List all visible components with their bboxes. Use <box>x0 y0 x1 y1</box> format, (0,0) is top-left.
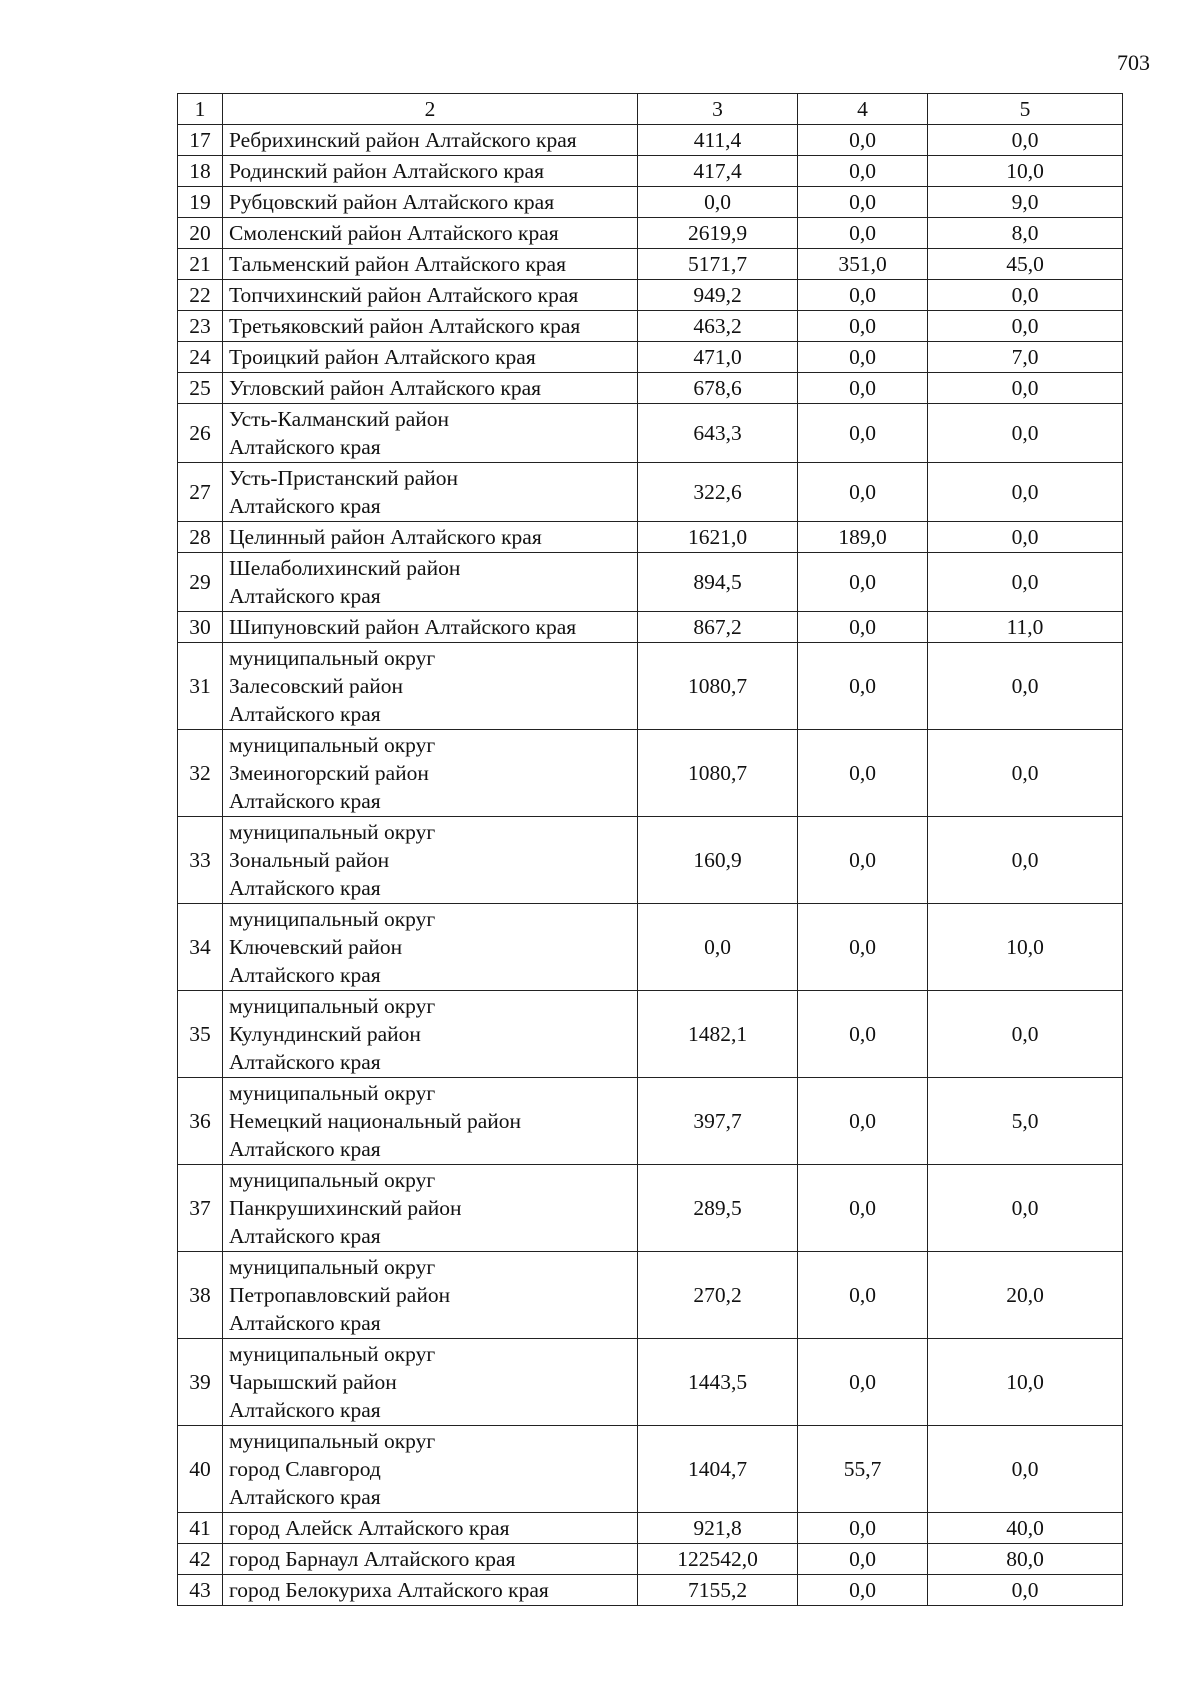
value-col-5: 0,0 <box>928 817 1123 904</box>
row-number: 36 <box>178 1078 223 1165</box>
row-number: 24 <box>178 342 223 373</box>
row-number: 34 <box>178 904 223 991</box>
district-name: Тальменский район Алтайского края <box>223 249 638 280</box>
value-col-5: 40,0 <box>928 1513 1123 1544</box>
district-name: Шелаболихинский район Алтайского края <box>223 553 638 612</box>
value-col-4: 0,0 <box>798 125 928 156</box>
value-col-3: 417,4 <box>638 156 798 187</box>
value-col-5: 0,0 <box>928 730 1123 817</box>
district-name: муниципальный округ Петропавловский район Алтайского края <box>223 1252 638 1339</box>
row-number: 37 <box>178 1165 223 1252</box>
value-col-5: 0,0 <box>928 1575 1123 1606</box>
value-col-4: 0,0 <box>798 643 928 730</box>
value-col-5: 0,0 <box>928 643 1123 730</box>
value-col-4: 0,0 <box>798 991 928 1078</box>
value-col-4: 0,0 <box>798 218 928 249</box>
district-name: Шипуновский район Алтайского края <box>223 612 638 643</box>
value-col-4: 0,0 <box>798 1513 928 1544</box>
value-col-3: 5171,7 <box>638 249 798 280</box>
value-col-4: 0,0 <box>798 1252 928 1339</box>
value-col-4: 0,0 <box>798 553 928 612</box>
table-row <box>178 1544 1123 1575</box>
value-col-5: 0,0 <box>928 522 1123 553</box>
value-col-3: 1482,1 <box>638 991 798 1078</box>
row-number: 41 <box>178 1513 223 1544</box>
data-table <box>177 93 1123 1606</box>
page-number: 703 <box>1117 50 1150 75</box>
value-col-4: 0,0 <box>798 280 928 311</box>
table-row <box>178 249 1123 280</box>
district-name: Родинский район Алтайского края <box>223 156 638 187</box>
row-number: 30 <box>178 612 223 643</box>
table-row <box>178 730 1123 817</box>
value-col-5: 8,0 <box>928 218 1123 249</box>
value-col-3: 678,6 <box>638 373 798 404</box>
value-col-5: 5,0 <box>928 1078 1123 1165</box>
value-col-3: 270,2 <box>638 1252 798 1339</box>
value-col-5: 10,0 <box>928 1339 1123 1426</box>
value-col-5: 0,0 <box>928 1165 1123 1252</box>
value-col-4: 0,0 <box>798 1544 928 1575</box>
value-col-4: 0,0 <box>798 1575 928 1606</box>
value-col-3: 1080,7 <box>638 730 798 817</box>
value-col-5: 0,0 <box>928 1426 1123 1513</box>
value-col-5: 0,0 <box>928 373 1123 404</box>
district-name: город Алейск Алтайского края <box>223 1513 638 1544</box>
table-row <box>178 1252 1123 1339</box>
value-col-4: 0,0 <box>798 311 928 342</box>
value-col-3: 0,0 <box>638 187 798 218</box>
value-col-4: 0,0 <box>798 730 928 817</box>
value-col-3: 1443,5 <box>638 1339 798 1426</box>
row-number: 28 <box>178 522 223 553</box>
value-col-4: 0,0 <box>798 817 928 904</box>
row-number: 18 <box>178 156 223 187</box>
value-col-3: 122542,0 <box>638 1544 798 1575</box>
district-name: муниципальный округ Залесовский район Алтайского края <box>223 643 638 730</box>
value-col-5: 0,0 <box>928 404 1123 463</box>
district-name: город Белокуриха Алтайского края <box>223 1575 638 1606</box>
row-number: 31 <box>178 643 223 730</box>
district-name: Целинный район Алтайского края <box>223 522 638 553</box>
row-number: 20 <box>178 218 223 249</box>
row-number: 39 <box>178 1339 223 1426</box>
district-name: город Барнаул Алтайского края <box>223 1544 638 1575</box>
value-col-5: 7,0 <box>928 342 1123 373</box>
table-body <box>178 125 1123 1606</box>
value-col-5: 20,0 <box>928 1252 1123 1339</box>
value-col-3: 867,2 <box>638 612 798 643</box>
table-row <box>178 1078 1123 1165</box>
row-number: 19 <box>178 187 223 218</box>
value-col-3: 2619,9 <box>638 218 798 249</box>
table-row <box>178 904 1123 991</box>
value-col-3: 0,0 <box>638 904 798 991</box>
district-name: муниципальный округ город Славгород Алтайского края <box>223 1426 638 1513</box>
district-name: муниципальный округ Панкрушихинский район Алтайского края <box>223 1165 638 1252</box>
value-col-4: 0,0 <box>798 1078 928 1165</box>
district-name: муниципальный округ Змеиногорский район Алтайского края <box>223 730 638 817</box>
table-row <box>178 991 1123 1078</box>
district-name: муниципальный округ Кулундинский район Алтайского края <box>223 991 638 1078</box>
value-col-5: 0,0 <box>928 125 1123 156</box>
value-col-3: 894,5 <box>638 553 798 612</box>
table-row <box>178 1575 1123 1606</box>
table-row <box>178 187 1123 218</box>
table-row <box>178 1513 1123 1544</box>
value-col-5: 11,0 <box>928 612 1123 643</box>
row-number: 42 <box>178 1544 223 1575</box>
row-number: 35 <box>178 991 223 1078</box>
table-row <box>178 125 1123 156</box>
value-col-3: 7155,2 <box>638 1575 798 1606</box>
value-col-3: 397,7 <box>638 1078 798 1165</box>
row-number: 38 <box>178 1252 223 1339</box>
row-number: 27 <box>178 463 223 522</box>
value-col-4: 0,0 <box>798 1165 928 1252</box>
value-col-4: 351,0 <box>798 249 928 280</box>
row-number: 21 <box>178 249 223 280</box>
district-name: Усть-Пристанский район Алтайского края <box>223 463 638 522</box>
value-col-4: 0,0 <box>798 1339 928 1426</box>
value-col-5: 0,0 <box>928 463 1123 522</box>
value-col-4: 0,0 <box>798 904 928 991</box>
district-name: муниципальный округ Чарышский район Алтайского края <box>223 1339 638 1426</box>
table-row <box>178 817 1123 904</box>
district-name: Рубцовский район Алтайского края <box>223 187 638 218</box>
table-row <box>178 522 1123 553</box>
district-name: муниципальный округ Ключевский район Алтайского края <box>223 904 638 991</box>
district-name: Ребрихинский район Алтайского края <box>223 125 638 156</box>
column-header-4: 4 <box>798 94 928 125</box>
value-col-5: 9,0 <box>928 187 1123 218</box>
value-col-4: 0,0 <box>798 463 928 522</box>
value-col-5: 10,0 <box>928 904 1123 991</box>
table-row <box>178 373 1123 404</box>
value-col-3: 1080,7 <box>638 643 798 730</box>
value-col-5: 0,0 <box>928 553 1123 612</box>
row-number: 17 <box>178 125 223 156</box>
row-number: 25 <box>178 373 223 404</box>
table-row <box>178 156 1123 187</box>
row-number: 32 <box>178 730 223 817</box>
table-row <box>178 1165 1123 1252</box>
value-col-4: 0,0 <box>798 156 928 187</box>
value-col-3: 160,9 <box>638 817 798 904</box>
table-row <box>178 1426 1123 1513</box>
table-header-row <box>178 94 1123 125</box>
value-col-3: 471,0 <box>638 342 798 373</box>
value-col-4: 0,0 <box>798 612 928 643</box>
table-row <box>178 463 1123 522</box>
row-number: 33 <box>178 817 223 904</box>
district-name: Топчихинский район Алтайского края <box>223 280 638 311</box>
value-col-4: 55,7 <box>798 1426 928 1513</box>
value-col-3: 1404,7 <box>638 1426 798 1513</box>
value-col-5: 0,0 <box>928 311 1123 342</box>
district-name: муниципальный округ Немецкий национальный район Алтайского края <box>223 1078 638 1165</box>
value-col-4: 189,0 <box>798 522 928 553</box>
value-col-5: 0,0 <box>928 280 1123 311</box>
table-row <box>178 342 1123 373</box>
table-row <box>178 311 1123 342</box>
row-number: 29 <box>178 553 223 612</box>
column-header-1: 1 <box>178 94 223 125</box>
row-number: 23 <box>178 311 223 342</box>
value-col-3: 463,2 <box>638 311 798 342</box>
row-number: 43 <box>178 1575 223 1606</box>
district-name: муниципальный округ Зональный район Алтайского края <box>223 817 638 904</box>
column-header-3: 3 <box>638 94 798 125</box>
value-col-3: 289,5 <box>638 1165 798 1252</box>
row-number: 40 <box>178 1426 223 1513</box>
value-col-4: 0,0 <box>798 404 928 463</box>
table-row <box>178 404 1123 463</box>
value-col-3: 1621,0 <box>638 522 798 553</box>
district-name: Троицкий район Алтайского края <box>223 342 638 373</box>
table-row <box>178 280 1123 311</box>
table-row <box>178 553 1123 612</box>
value-col-5: 10,0 <box>928 156 1123 187</box>
value-col-5: 80,0 <box>928 1544 1123 1575</box>
district-name: Третьяковский район Алтайского края <box>223 311 638 342</box>
column-header-5: 5 <box>928 94 1123 125</box>
value-col-3: 643,3 <box>638 404 798 463</box>
data-table-container <box>177 93 1122 1606</box>
district-name: Угловский район Алтайского края <box>223 373 638 404</box>
district-name: Усть-Калманский район Алтайского края <box>223 404 638 463</box>
table-row <box>178 612 1123 643</box>
value-col-4: 0,0 <box>798 373 928 404</box>
column-header-2: 2 <box>223 94 638 125</box>
value-col-3: 949,2 <box>638 280 798 311</box>
value-col-5: 45,0 <box>928 249 1123 280</box>
value-col-4: 0,0 <box>798 342 928 373</box>
value-col-5: 0,0 <box>928 991 1123 1078</box>
table-row <box>178 218 1123 249</box>
table-row <box>178 1339 1123 1426</box>
value-col-3: 322,6 <box>638 463 798 522</box>
value-col-4: 0,0 <box>798 187 928 218</box>
value-col-3: 411,4 <box>638 125 798 156</box>
row-number: 22 <box>178 280 223 311</box>
row-number: 26 <box>178 404 223 463</box>
value-col-3: 921,8 <box>638 1513 798 1544</box>
district-name: Смоленский район Алтайского края <box>223 218 638 249</box>
table-row <box>178 643 1123 730</box>
